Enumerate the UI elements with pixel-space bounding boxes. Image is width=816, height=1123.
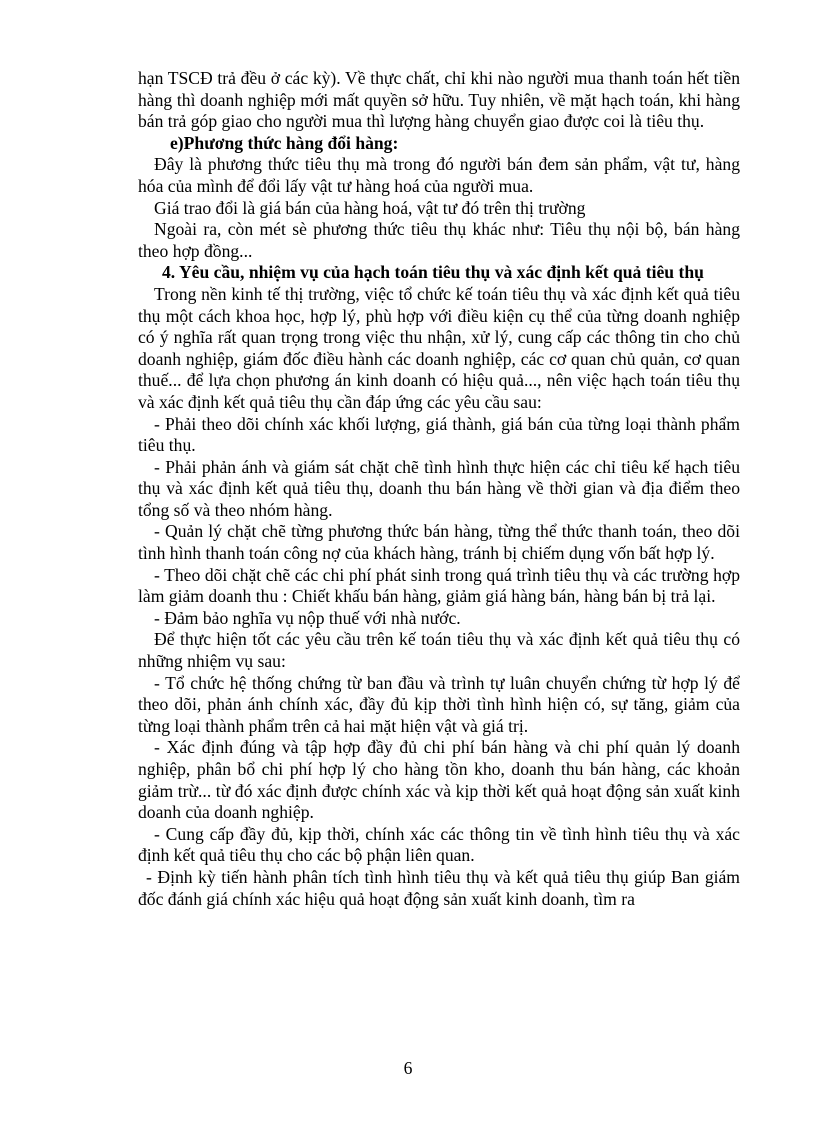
paragraph-other-methods: Ngoài ra, còn mét sè phương thức tiêu thụ khác như: Tiêu thụ nội bộ, bán hàng theo hợp đồng... bbox=[138, 219, 740, 261]
section-heading-requirements: 4. Yêu cầu, nhiệm vụ của hạch toán tiêu thụ và xác định kết quả tiêu thụ bbox=[162, 262, 704, 283]
paragraph-tasks-intro: Để thực hiện tốt các yêu cầu trên kế toán tiêu thụ và xác định kết quả tiêu thụ có những nhiệm vụ sau: bbox=[138, 629, 740, 672]
section-heading-barter: e)Phương thức hàng đổi hàng: bbox=[170, 132, 399, 153]
task-item: - Xác định đúng và tập hợp đầy đủ chi phí bán hàng và chi phí quản lý doanh nghiệp, phân bổ chi phí hợp lý cho hàng tồn kho, doanh thu bán hàng, các khoản giảm trừ... từ đó xác định được chính xác và kịp thời kết quả hoạt động sản xuất kinh doanh của doanh nghiệp. bbox=[138, 737, 740, 823]
requirement-item: - Đảm bảo nghĩa vụ nộp thuế với nhà nước. bbox=[154, 607, 461, 628]
paragraph-exchange-price: Giá trao đổi là giá bán của hàng hoá, vật tư đó trên thị trường bbox=[154, 197, 586, 218]
document-body bbox=[138, 68, 740, 910]
requirement-item: - Quản lý chặt chẽ từng phương thức bán hàng, từng thể thức thanh toán, theo dõi tình hình thanh toán công nợ của khách hàng, tránh bị chiếm dụng vốn bất hợp lý. bbox=[138, 521, 740, 564]
requirement-item: - Phải theo dõi chính xác khối lượng, giá thành, giá bán của từng loại thành phẩm tiêu thụ. bbox=[138, 413, 740, 456]
paragraph-barter-definition: Đây là phương thức tiêu thụ mà trong đó người bán đem sản phẩm, vật tư, hàng hóa của mình để đổi lấy vật tư hàng hoá của người mua. bbox=[138, 154, 740, 196]
requirement-item: - Theo dõi chặt chẽ các chi phí phát sinh trong quá trình tiêu thụ và các trường hợp làm giảm doanh thu : Chiết khấu bán hàng, giảm giá hàng bán, hàng bán bị trả lại. bbox=[138, 564, 740, 607]
page-number: 6 bbox=[403, 1058, 413, 1078]
task-item: - Cung cấp đầy đủ, kịp thời, chính xác các thông tin về tình hình tiêu thụ và xác định kết quả tiêu thụ cho các bộ phận liên quan. bbox=[138, 823, 740, 866]
paragraph-requirements-intro: Trong nền kinh tế thị trường, việc tổ chức kế toán tiêu thụ và xác định kết quả tiêu thụ một cách khoa học, hợp lý, phù hợp với điều kiện cụ thể của từng doanh nghiệp có ý nghĩa rất quan trọng trong việc thu nhận, xử lý, cung cấp các thông tin cho chủ doanh nghiệp, giám đốc điều hành các doanh nghiệp, các cơ quan chủ quản, cơ quan thuế... để lựa chọn phương án kinh doanh có hiệu quả..., nên việc hạch toán tiêu thụ và xác định kết quả tiêu thụ cần đáp ứng các yêu cầu sau: bbox=[138, 283, 740, 412]
task-item: - Tổ chức hệ thống chứng từ ban đầu và trình tự luân chuyển chứng từ hợp lý để theo dõi, phản ánh chính xác, đầy đủ kịp thời tình hình hiện có, sự tăng, giảm của từng loại thành phẩm trên cả hai mặt hiện vật và giá trị. bbox=[138, 672, 740, 736]
paragraph-installment-continued: hạn TSCĐ trả đều ở các kỳ). Về thực chất, chỉ khi nào người mua thanh toán hết tiền hàng thì doanh nghiệp mới mất quyền sở hữu. Tuy nhiên, về mặt hạch toán, khi hàng bán trả góp giao cho người mua thì lượng hàng chuyển giao được coi là tiêu thụ. bbox=[138, 68, 740, 132]
requirement-item: - Phải phản ánh và giám sát chặt chẽ tình hình thực hiện các chỉ tiêu kế hạch tiêu thụ và xác định kết quả tiêu thụ, doanh thu bán hàng về thời gian và địa điểm theo tổng số và theo nhóm hàng. bbox=[138, 456, 740, 520]
task-item: - Định kỳ tiến hành phân tích tình hình tiêu thụ và kết quả tiêu thụ giúp Ban giám đốc đánh giá chính xác hiệu quả hoạt động sản xuất kinh doanh, tìm ra bbox=[138, 866, 740, 909]
